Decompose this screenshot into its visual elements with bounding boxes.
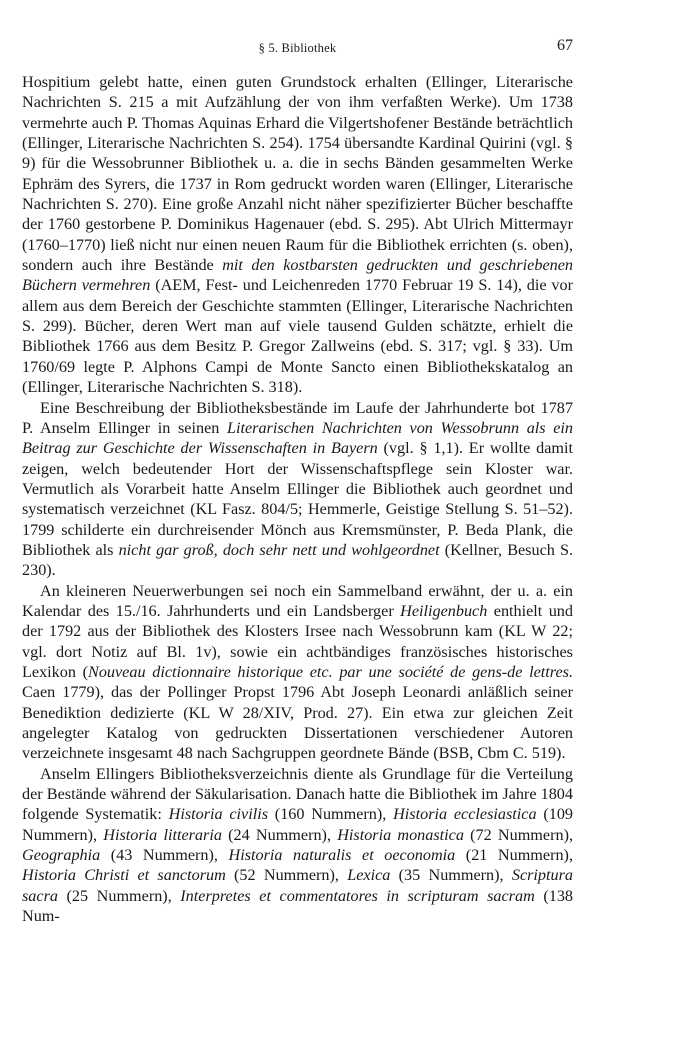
text-span: (43 Nummern),: [100, 846, 229, 865]
text-span: (109 Nummern),: [22, 805, 574, 844]
text-span: (52 Nummern),: [225, 866, 348, 885]
running-head: [22, 34, 573, 58]
page-number: 67: [557, 37, 573, 54]
paragraph: [22, 398, 573, 581]
text-span: (25 Nummern),: [57, 886, 181, 905]
text-span: Caen 1779), das der Pollinger Propst 1796 Abt Joseph Leonardi anläßlich seiner Benediktion dedizierte (KL W 28/XIV, Prod. 27). Ein etwa zur gleichen Zeit angelegter Katalog von gedruckten Dissertationen verschiedener Autoren verzeichnete insgesamt 48 nach Sachgruppen geordnete Bände (BSB, Cbm C. 519).: [22, 683, 573, 763]
paragraph: [22, 72, 573, 398]
body-text: [22, 72, 573, 926]
running-head-section-title: § 5. Bibliothek: [258, 41, 337, 55]
text-span: enthielt und der 1792 aus der Bibliothek des Klosters Irsee nach Wessobrunn kam (KL W 22; vgl. dort Notiz auf Bl. 1v), sowie ein achtbändiges französisches historisches Lexikon (: [22, 601, 573, 681]
text-span: An kleineren Neuerwerbungen sei noch ein Sammelband erwähnt, der u. a. ein Kalendar des 15./16. Jahrhunderts und ein Landsberger: [22, 581, 573, 620]
text-span: (160 Nummern),: [268, 805, 394, 824]
text-span: (72 Nummern),: [463, 825, 574, 844]
text-span: (35 Nummern),: [390, 866, 512, 885]
paragraph: [22, 764, 573, 927]
text-span: (21 Nummern),: [455, 846, 573, 865]
text-span: Anselm Ellingers Bibliotheksverzeichnis diente als Grundlage für die Verteilung der Bestände während der Säkularisation. Danach hatte die Bibliothek im Jahre 1804 folgende Systematik:: [22, 764, 573, 824]
italic-text-span: Historia monastica: [337, 825, 464, 844]
text-span: (vgl. § 1,1). Er wollte damit zeigen, welch bedeutender Hort der Wissenschaftspflege sein Kloster war. Vermutlich als Vorarbeit hatte Anselm Ellinger die Bibliothek auch geordnet und systematisch verzeichnet (KL Fasz. 804/5; Hemmerle, Geistige Stellung S. 51–52). 1799 schilderte ein durchreisender Mönch aus Kremsmünster, P. Beda Plank, die Bibliothek als: [22, 439, 573, 559]
italic-text-span: Nouveau dictionnaire historique etc. par une société de gens-de lettres.: [88, 662, 573, 681]
italic-text-span: Historia civilis: [168, 805, 269, 824]
text-span: (Kellner, Besuch S. 230).: [22, 540, 574, 580]
italic-text-span: Geographia: [22, 846, 101, 865]
italic-text-span: Historia ecclesiastica: [393, 805, 537, 824]
paragraph: [22, 581, 573, 764]
italic-text-span: mit den kostbarsten gedruckten und geschriebenen Büchern vermehren: [22, 256, 573, 295]
italic-text-span: Interpretes et commentatores in scripturam sacram: [180, 886, 535, 905]
italic-text-span: Literarischen Nachrichten von Wessobrunn als ein Beitrag zur Geschichte der Wissenschaften in Bayern: [22, 418, 573, 458]
italic-text-span: Scriptura sacra: [22, 866, 573, 905]
text-span: (AEM, Fest- und Leichenreden 1770 Februar 19 S. 14), die vor allem aus dem Bereich der Geschichte stammten (Ellinger, Literarische Nachrichten S. 299). Bücher, deren Wert man auf viele tausend Gulden schätzte, erhielt die Bibliothek 1766 aus dem Besitz P. Gregor Zallweins (ebd. S. 317; vgl. § 33). Um 1760/69 legte P. Alphons Campi de Monte Sancto einen Bibliothekskatalog an (Ellinger, Literarische Nachrichten S. 318).: [22, 276, 573, 397]
italic-text-span: Historia naturalis et oeconomia: [228, 846, 456, 865]
italic-text-span: Heiligenbuch: [400, 601, 488, 620]
text-span: (138 Num-: [22, 886, 574, 926]
italic-text-span: Historia litteraria: [103, 825, 222, 844]
text-span: Eine Beschreibung der Bibliotheksbestände im Laufe der Jahrhunderte bot 1787 P. Anselm Ellinger in seinen: [22, 398, 573, 437]
italic-text-span: Historia Christi et sanctorum: [22, 866, 226, 885]
italic-text-span: Lexica: [347, 866, 391, 885]
text-span: Hospitium gelebt hatte, einen guten Grundstock erhalten (Ellinger, Literarische Nachrichten S. 215 a mit Aufzählung der von ihm verfaßten Werke). Um 1738 vermehrte auch P. Thomas Aquinas Erhard die Vilgertshofener Bestände beträchtlich (Ellinger, Literarische Nachrichten S. 254). 1754 übersandte Kardinal Quirini (vgl. § 9) für die Wessobrunner Bibliothek u. a. die in sechs Bänden gesammelten Werke Ephräm des Syrers, die 1737 in Rom gedruckt worden waren (Ellinger, Literarische Nachrichten S. 270). Eine große Anzahl nicht näher spezifizierter Bücher beschaffte der 1760 gestorbene P. Dominikus Hagenauer (ebd. S. 295). Abt Ulrich Mittermayr (1760–1770) ließ nicht nur einen neuen Raum für die Bibliothek errichten (s. oben), sondern auch ihre Bestände: [22, 73, 573, 275]
italic-text-span: nicht gar groß, doch sehr nett und wohlgeordnet: [118, 540, 440, 559]
text-span: (24 Nummern),: [221, 825, 338, 844]
